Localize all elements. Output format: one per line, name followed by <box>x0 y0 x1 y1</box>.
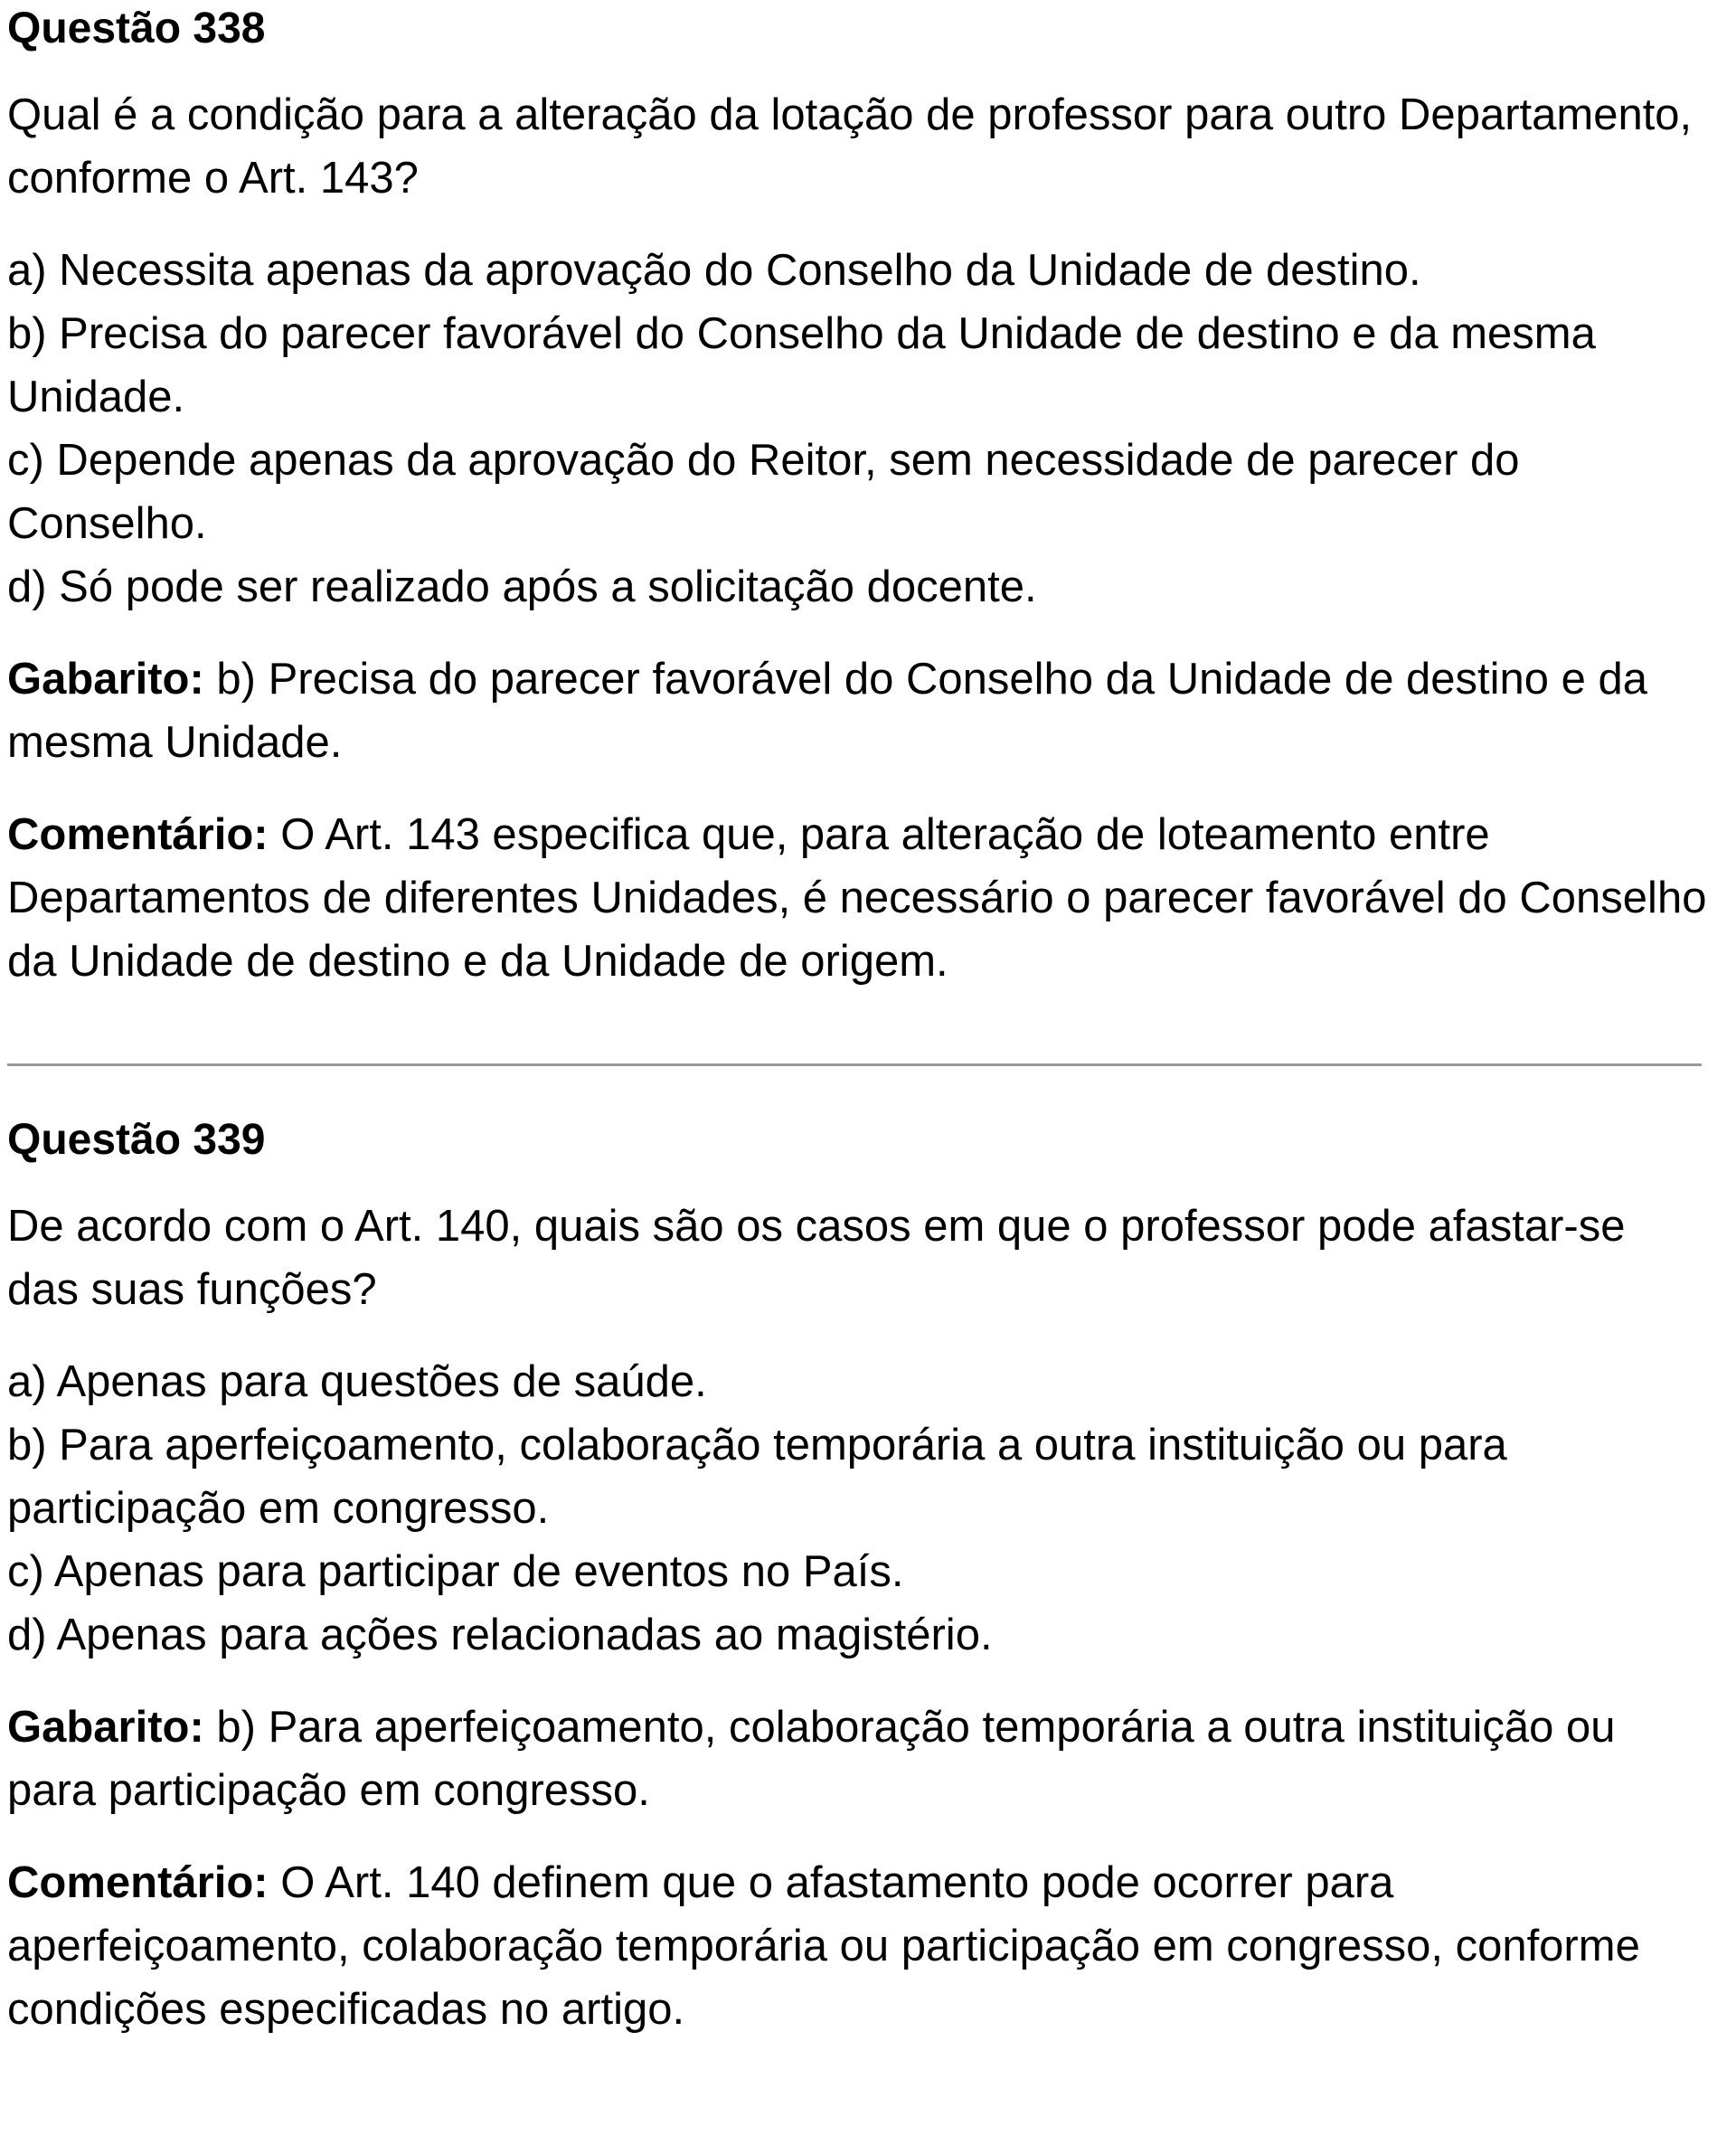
option-c: c) Apenas para participar de eventos no País. <box>7 1547 904 1596</box>
divider-container <box>7 993 1736 1113</box>
answer-text: b) Precisa do parecer favorável do Conselho da Unidade de destino e da mesma Unidade. <box>7 655 1648 767</box>
option-a: a) Apenas para questões de saúde. <box>7 1357 707 1406</box>
option-d: d) Apenas para ações relacionadas ao magistério. <box>7 1611 993 1659</box>
document-page <box>0 2 1736 2145</box>
answer-label: Gabarito: <box>7 655 204 704</box>
question-title: Questão 339 <box>7 1116 266 1164</box>
section-divider <box>7 1063 1702 1066</box>
option-c: c) Depende apenas da aprovação do Reitor, sem necessidade de parecer do Conselho. <box>7 436 1520 548</box>
options-list <box>7 1350 1707 1667</box>
answer-label: Gabarito: <box>7 1703 204 1752</box>
options-list <box>7 239 1707 619</box>
comment <box>7 803 1707 993</box>
question-text: De acordo com o Art. 140, quais são os casos em que o professor pode afastar-se das suas funções? <box>7 1202 1626 1314</box>
answer-key <box>7 1696 1707 1822</box>
answer-text: b) Para aperfeiçoamento, colaboração temporária a outra instituição ou para participação em congresso. <box>7 1703 1616 1815</box>
option-b: b) Para aperfeiçoamento, colaboração temporária a outra instituição ou para participação em congresso. <box>7 1421 1507 1533</box>
comment-text: O Art. 140 definem que o afastamento pode ocorrer para aperfeiçoamento, colaboração temporária ou participação em congresso, conforme condições especificadas no artigo. <box>7 1858 1640 2034</box>
question-338 <box>7 2 1707 993</box>
option-d: d) Só pode ser realizado após a solicitação docente. <box>7 562 1037 611</box>
option-b: b) Precisa do parecer favorável do Conselho da Unidade de destino e da mesma Unidade. <box>7 309 1596 421</box>
question-339 <box>7 1113 1707 2041</box>
answer-key <box>7 647 1707 774</box>
question-text: Qual é a condição para a alteração da lotação de professor para outro Departamento, conforme o Art. 143? <box>7 90 1693 203</box>
comment-label: Comentário: <box>7 810 269 859</box>
comment <box>7 1851 1707 2041</box>
question-title: Questão 338 <box>7 5 266 52</box>
comment-text: O Art. 143 especifica que, para alteração de loteamento entre Departamentos de diferentes Unidades, é necessário o parecer favorável do Conselho da Unidade de destino e da Unidade de origem. <box>7 810 1707 986</box>
comment-label: Comentário: <box>7 1858 269 1907</box>
option-a: a) Necessita apenas da aprovação do Conselho da Unidade de destino. <box>7 246 1421 295</box>
